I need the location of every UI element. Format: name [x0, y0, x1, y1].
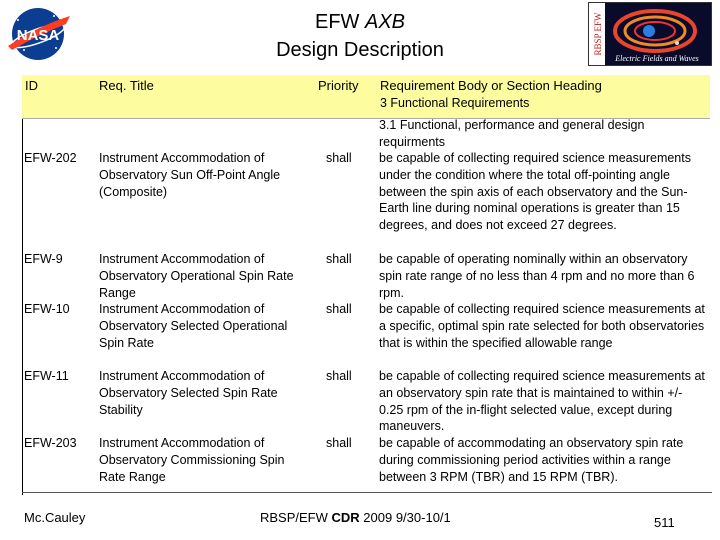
header-id: ID [25, 78, 38, 93]
row-priority: shall [326, 252, 352, 266]
row-priority: shall [326, 302, 352, 316]
table-header [22, 75, 710, 119]
slide-title [190, 8, 530, 64]
rbsp-caption: Electric Fields and Waves [615, 54, 699, 63]
row-body: be capable of collecting required science measurements at a specific, optimal spin rate selected for both observatories that is within the specified allowable range [379, 302, 705, 350]
row-priority: shall [326, 369, 352, 383]
title-line-1: EFW AXB [314, 11, 406, 33]
rbsp-vertical-text: RBSP EFW [593, 12, 603, 56]
table-left-border [22, 75, 23, 495]
row-title: Instrument Accommodation of Observatory Commissioning Spin Rate Range [99, 436, 285, 484]
footer-rule [22, 492, 712, 493]
nasa-logo [4, 6, 72, 62]
row-body: be capable of accommodating an observatory spin rate during commissioning period activities within a range between 3 RPM (TBR) and 15 RPM (TBR). [379, 436, 684, 484]
row-title: Instrument Accommodation of Observatory Operational Spin Rate Range [99, 252, 294, 300]
header-priority: Priority [318, 78, 359, 93]
title-line-2: Design Description [276, 39, 444, 61]
header-body: Requirement Body or Section Heading [380, 78, 602, 93]
section-heading: 3 Functional Requirements [380, 96, 530, 110]
subsection-heading: 3.1 Functional, performance and general design requirments [379, 118, 645, 149]
row-priority: shall [326, 436, 352, 450]
row-title: Instrument Accommodation of Observatory Selected Operational Spin Rate [99, 302, 288, 350]
header-title: Req. Title [99, 78, 154, 93]
footer-event: RBSP/EFW CDR 2009 9/30-10/1 [260, 510, 451, 525]
row-title: Instrument Accommodation of Observatory Selected Spin Rate Stability [99, 369, 278, 417]
row-priority: shall [326, 151, 352, 165]
row-body: be capable of collecting required science measurements at an observatory spin rate that is maintained to within +/- 0.25 rpm of the in-flight selected value, except during maneuvers. [379, 369, 705, 434]
footer-author: Mc.Cauley [24, 510, 86, 525]
rbsp-efw-logo [588, 2, 712, 66]
nasa-logo-text: NASA [16, 27, 60, 44]
row-id: EFW-9 [24, 252, 63, 266]
row-id: EFW-10 [24, 302, 70, 316]
row-id: EFW-202 [24, 151, 77, 165]
page-number: 511 [654, 515, 675, 530]
row-body: be capable of operating nominally within an observatory spin rate range of no less than 4 rpm and no more than 6 rpm. [379, 252, 695, 300]
row-title: Instrument Accommodation of Observatory Sun Off-Point Angle (Composite) [99, 151, 281, 199]
row-id: EFW-11 [24, 369, 69, 383]
row-body: be capable of collecting required science measurements under the condition where the total off-pointing angle between the spin axis of each observatory and the Sun-Earth line during nominal operations is greater than 15 degrees, and does not exceed 27 degrees. [379, 151, 691, 233]
row-id: EFW-203 [24, 436, 77, 450]
